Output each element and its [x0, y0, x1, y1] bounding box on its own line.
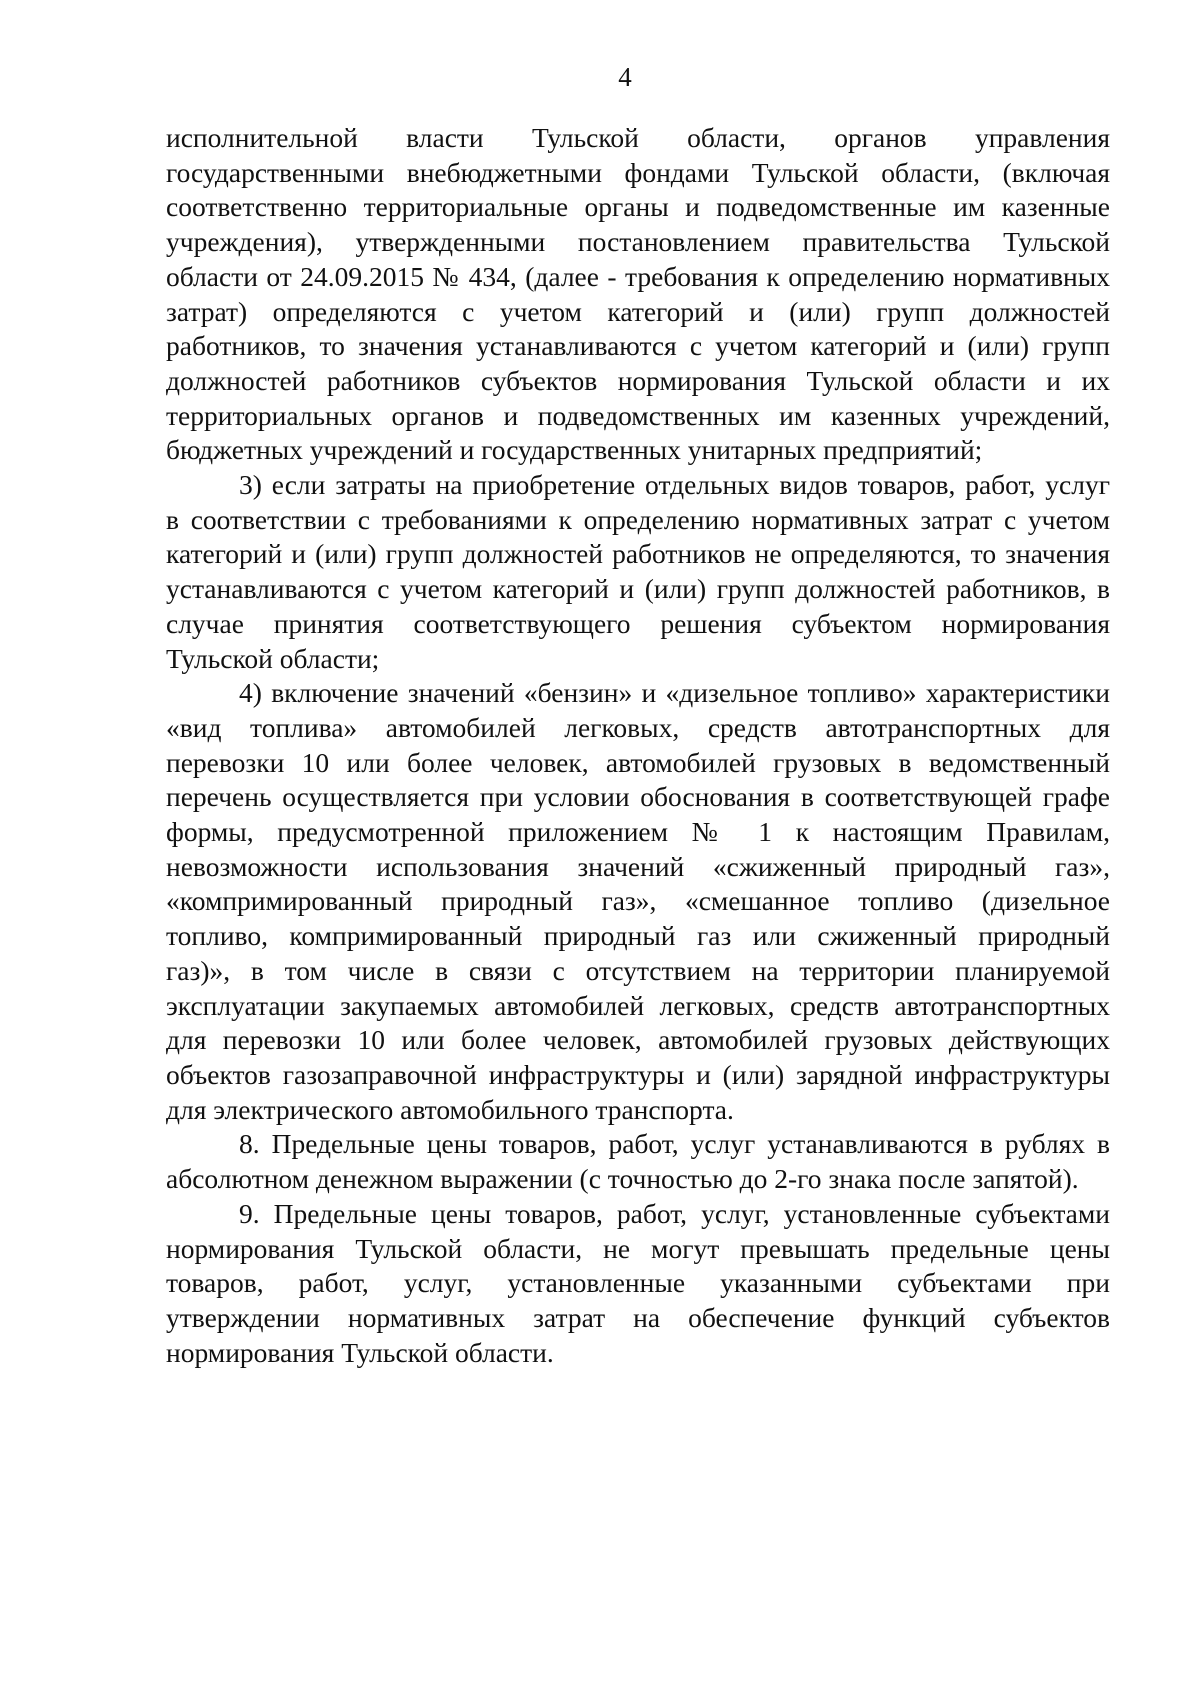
paragraph — [166, 1127, 1110, 1196]
text-line: объектов газозаправочной инфраструктуры и (или) зарядной инфраструктуры — [166, 1058, 1110, 1090]
paragraph — [166, 676, 1110, 1127]
text-line: перевозки 10 или более человек, автомобилей грузовых в ведомственный — [166, 746, 1110, 778]
text-line: 4) включение значений «бензин» и «дизельное топливо» характеристики — [239, 677, 1110, 709]
text-line: устанавливаются с учетом категорий и (или) групп должностей работников, в — [166, 573, 1110, 605]
text-line: для перевозки 10 или более человек, автомобилей грузовых действующих — [166, 1024, 1110, 1056]
text-line: 9. Предельные цены товаров, работ, услуг, установленные субъектами — [239, 1197, 1110, 1229]
text-line: нормирования Тульской области. — [166, 1336, 554, 1368]
text-line: государственными внебюджетными фондами Тульской области, (включая — [166, 156, 1110, 188]
text-line: территориальных органов и подведомственных им казенных учреждений, — [166, 399, 1110, 431]
text-line: абсолютном денежном выражении (с точностью до 2-го знака после запятой). — [166, 1163, 1079, 1195]
text-line: учреждения), утвержденными постановлением правительства Тульской — [166, 226, 1110, 258]
text-line: должностей работников субъектов нормирования Тульской области и их — [166, 364, 1110, 396]
text-line: категорий и (или) групп должностей работников не определяются, то значения — [166, 538, 1110, 570]
text-line: эксплуатации закупаемых автомобилей легковых, средств автотранспортных — [166, 989, 1110, 1021]
text-line: утверждении нормативных затрат на обеспечение функций субъектов — [166, 1301, 1110, 1333]
document-body — [166, 121, 1110, 1370]
text-line: бюджетных учреждений и государственных унитарных предприятий; — [166, 434, 983, 466]
text-line: топливо, компримированный природный газ или сжиженный природный — [166, 920, 1110, 952]
text-line: товаров, работ, услуг, установленные указанными субъектами при — [166, 1267, 1110, 1299]
text-line: формы, предусмотренной приложением № 1 к настоящим Правилам, — [166, 816, 1110, 848]
text-line: соответственно территориальные органы и подведомственные им казенные — [166, 191, 1110, 223]
text-line: Тульской области; — [166, 642, 380, 674]
page-number: 4 — [618, 62, 632, 92]
text-line: 8. Предельные цены товаров, работ, услуг устанавливаются в рублях в — [239, 1128, 1110, 1160]
paragraph — [166, 468, 1110, 676]
paragraph — [166, 1197, 1110, 1371]
text-line: «вид топлива» автомобилей легковых, средств автотранспортных для — [166, 711, 1110, 743]
text-line: для электрического автомобильного транспорта. — [166, 1093, 734, 1125]
text-line: исполнительной власти Тульской области, органов управления — [166, 122, 1110, 153]
text-line: в соответствии с требованиями к определению нормативных затрат с учетом — [166, 503, 1110, 535]
text-line: области от 24.09.2015 № 434, (далее - требования к определению нормативных — [166, 260, 1110, 292]
text-line: затрат) определяются с учетом категорий и (или) групп должностей — [166, 295, 1110, 327]
text-line: нормирования Тульской области, не могут превышать предельные цены — [166, 1232, 1110, 1264]
text-line: «компримированный природный газ», «смешанное топливо (дизельное — [166, 885, 1110, 917]
text-line: случае принятия соответствующего решения субъектом нормирования — [166, 607, 1110, 639]
text-line: газ)», в том числе в связи с отсутствием на территории планируемой — [166, 954, 1110, 986]
text-line: 3) если затраты на приобретение отдельных видов товаров, работ, услуг — [239, 469, 1110, 501]
text-line: работников, то значения устанавливаются с учетом категорий и (или) групп — [166, 330, 1110, 362]
text-line: перечень осуществляется при условии обоснования в соответствующей графе — [166, 781, 1110, 813]
paragraph — [166, 121, 1110, 468]
text-line: невозможности использования значений «сжиженный природный газ», — [166, 850, 1110, 882]
